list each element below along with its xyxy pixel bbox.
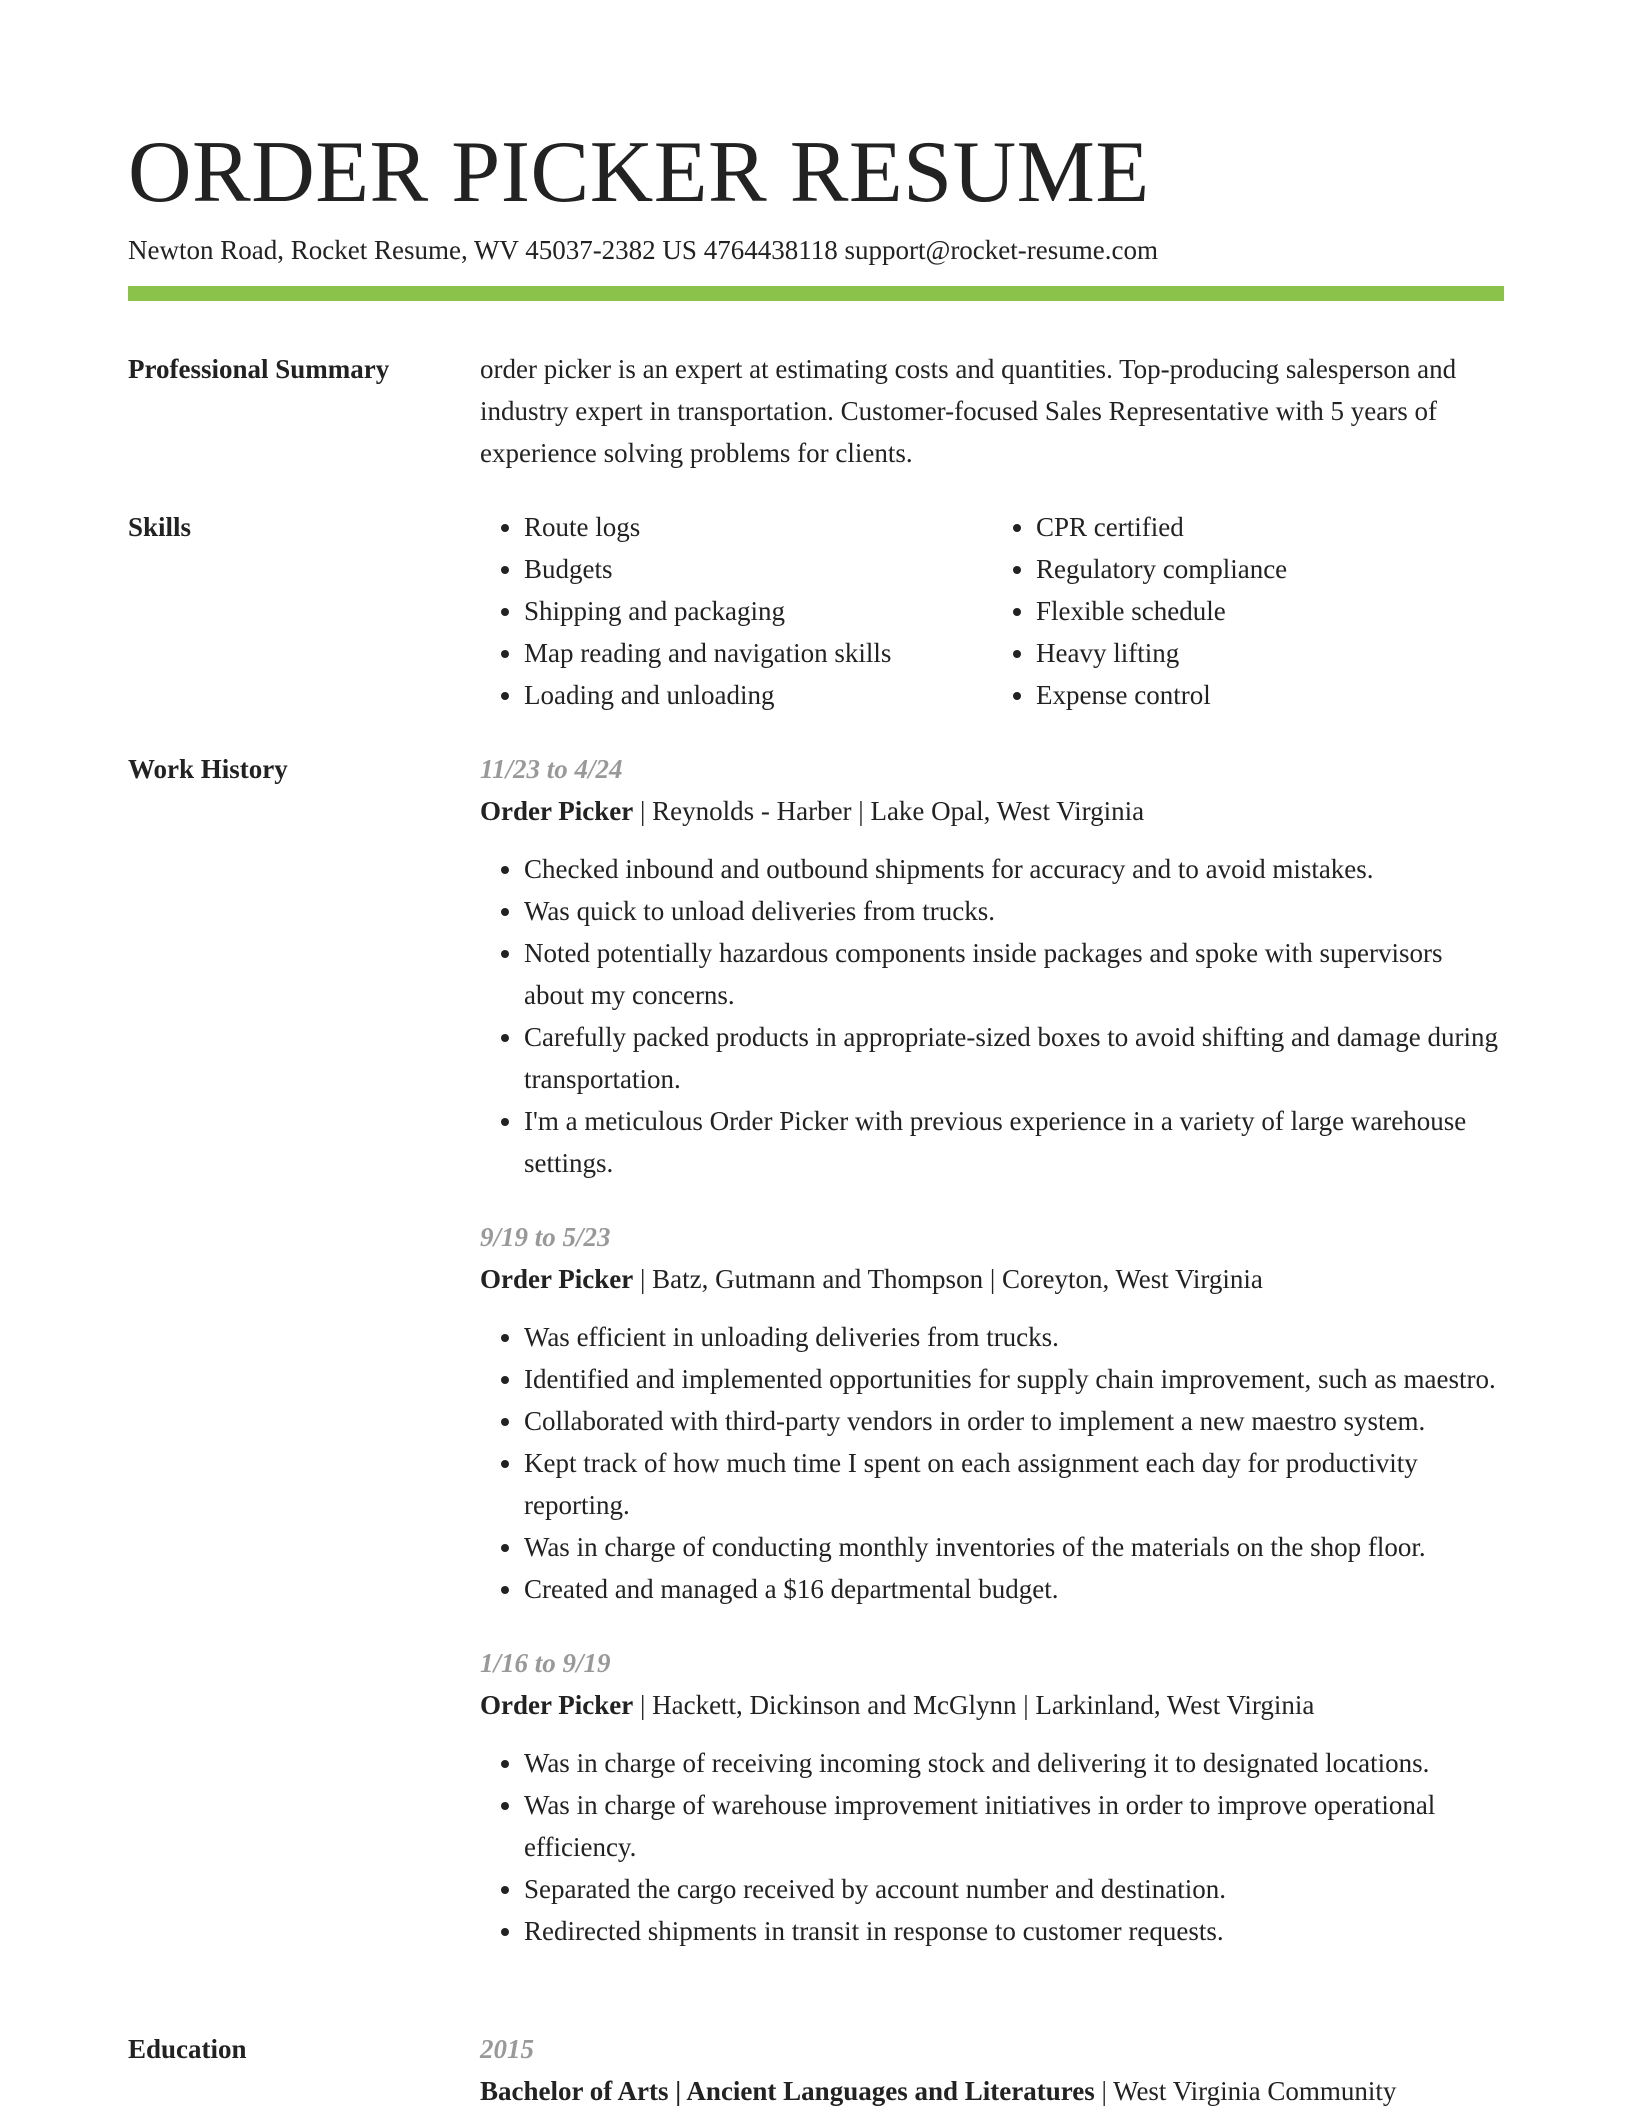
education-section (480, 2028, 1504, 2112)
education-school: | West Virginia Community (1094, 2076, 1397, 2106)
job-dates: 9/19 to 5/23 (480, 1222, 611, 1252)
job-bullets (480, 848, 1504, 1184)
job-bullet: • Was efficient in unloading deliveries from trucks. (524, 1316, 1504, 1358)
section-label-summary: Professional Summary (128, 354, 390, 384)
job-bullet: • Redirected shipments in transit in response to customer requests. (524, 1910, 1504, 1952)
section-label-education: Education (128, 2034, 247, 2064)
job-bullet: • Was quick to unload deliveries from trucks. (524, 890, 1504, 932)
skill-item: • Expense control (1036, 674, 1504, 716)
job-employer-location: | Batz, Gutmann and Thompson | Coreyton, West Virginia (633, 1264, 1263, 1294)
skills-list-right (992, 506, 1504, 716)
skill-item: • Shipping and packaging (524, 590, 992, 632)
job-bullet: • Was in charge of warehouse improvement initiatives in order to improve operational efficiency. (524, 1784, 1504, 1868)
job-bullet: • Separated the cargo received by account number and destination. (524, 1868, 1504, 1910)
skill-item: • Budgets (524, 548, 992, 590)
skills-list-left (480, 506, 992, 716)
job-title: Order Picker (480, 796, 634, 826)
job-entry (480, 1216, 1504, 1610)
job-bullet: • Created and managed a $16 departmental budget. (524, 1568, 1504, 1610)
job-role-line (480, 1258, 1504, 1300)
summary-text: order picker is an expert at estimating costs and quantities. Top-producing salesperson and industry expert in transportation. Customer-focused Sales Representative with 5 years of experience solving problems for clients. (480, 354, 1457, 468)
job-bullet: • Was in charge of conducting monthly inventories of the materials on the shop floor. (524, 1526, 1504, 1568)
job-bullet: • I'm a meticulous Order Picker with previous experience in a variety of large warehouse settings. (524, 1100, 1504, 1184)
job-bullet: • Kept track of how much time I spent on each assignment each day for productivity reporting. (524, 1442, 1504, 1526)
job-dates: 11/23 to 4/24 (480, 754, 623, 784)
job-bullet: • Carefully packed products in appropriate-sized boxes to avoid shifting and damage during transportation. (524, 1016, 1504, 1100)
page-title: ORDER PICKER RESUME (128, 124, 1150, 221)
work-history-section (480, 748, 1504, 1984)
education-line (480, 2070, 1504, 2112)
skill-item: • CPR certified (1036, 506, 1504, 548)
job-role-line (480, 790, 1504, 832)
job-bullet: • Checked inbound and outbound shipments for accuracy and to avoid mistakes. (524, 848, 1504, 890)
job-employer-location: | Hackett, Dickinson and McGlynn | Larkinland, West Virginia (633, 1690, 1315, 1720)
job-bullets (480, 1316, 1504, 1610)
job-bullets (480, 1742, 1504, 1952)
job-bullet: • Identified and implemented opportunities for supply chain improvement, such as maestro. (524, 1358, 1504, 1400)
skills-section (480, 506, 1504, 716)
job-entry (480, 748, 1504, 1184)
accent-divider (128, 286, 1504, 301)
education-degree: Bachelor of Arts | Ancient Languages and Literatures (480, 2076, 1095, 2106)
job-entry (480, 1642, 1504, 1952)
contact-line: Newton Road, Rocket Resume, WV 45037-2382 US 4764438118 support@rocket-resume.com (128, 235, 1158, 265)
job-bullet: • Noted potentially hazardous components inside packages and spoke with supervisors about my concerns. (524, 932, 1504, 1016)
skill-item: • Flexible schedule (1036, 590, 1504, 632)
summary-section (480, 348, 1504, 474)
education-year: 2015 (480, 2034, 534, 2064)
job-dates: 1/16 to 9/19 (480, 1648, 611, 1678)
job-title: Order Picker (480, 1264, 634, 1294)
skill-item: • Map reading and navigation skills (524, 632, 992, 674)
skill-item: • Regulatory compliance (1036, 548, 1504, 590)
job-bullet: • Was in charge of receiving incoming stock and delivering it to designated locations. (524, 1742, 1504, 1784)
job-bullet: • Collaborated with third-party vendors in order to implement a new maestro system. (524, 1400, 1504, 1442)
skill-item: • Route logs (524, 506, 992, 548)
skill-item: • Heavy lifting (1036, 632, 1504, 674)
section-label-skills: Skills (128, 512, 192, 542)
job-title: Order Picker (480, 1690, 634, 1720)
skill-item: • Loading and unloading (524, 674, 992, 716)
job-employer-location: | Reynolds - Harber | Lake Opal, West Virginia (633, 796, 1145, 826)
section-label-work-history: Work History (128, 754, 288, 784)
job-role-line (480, 1684, 1504, 1726)
